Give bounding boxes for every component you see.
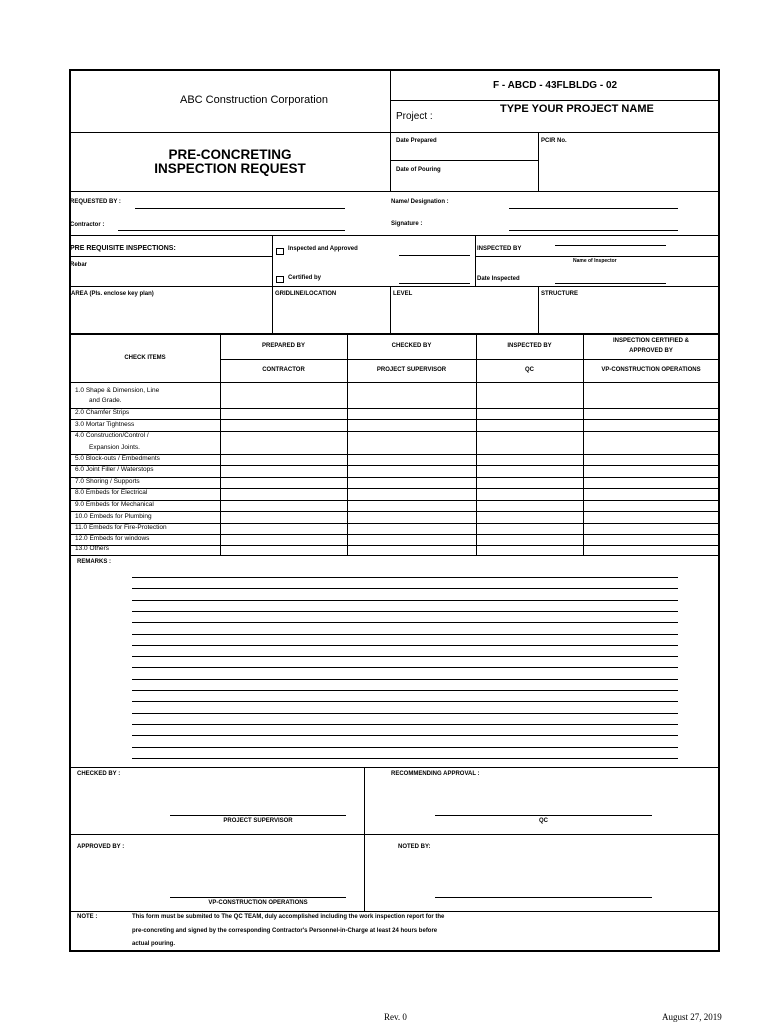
requested-by-label: REQUESTED BY : [70,199,121,205]
remarks-label: REMARKS : [77,559,111,565]
form-title-line2: INSPECTION REQUEST [154,161,306,176]
date-prepared-label: Date Prepared [396,138,437,144]
check-item: 6.0 Joint Filler / Waterstops [75,466,154,473]
area-divider [272,286,273,334]
inspected-approved-label: Inspected and Approved [288,246,358,252]
inspected-approved-checkbox[interactable] [276,248,284,255]
table-row-line [70,523,719,524]
remarks-line [132,701,678,702]
note-text-line1: This form must be submited to The QC TEAM, duly accomplished including the work inspection report for the [132,914,445,920]
project-label: Project : [396,111,433,122]
prereq-divider [475,236,476,286]
remarks-line [132,713,678,714]
note-text-line3: actual pouring. [132,941,176,947]
remarks-line [132,600,678,601]
section-line [70,286,719,287]
check-item: 12.0 Embeds for windows [75,535,150,542]
section-line [70,834,719,835]
signature-line [509,230,678,231]
recommending-approval-label: RECOMMENDING APPROVAL : [391,771,480,777]
check-item: 8.0 Embeds for Electrical [75,489,148,496]
check-item: and Grade. [89,397,122,404]
revision-label: Rev. 0 [384,1012,407,1022]
check-item: 2.0 Chamfer Strips [75,409,130,416]
header-line [70,191,719,192]
form-code: F - ABCD - 43FLBLDG - 02 [493,80,618,91]
check-item: Expansion Joints. [89,444,140,451]
header-divider [538,132,539,192]
remarks-line [132,622,678,623]
area-divider [538,286,539,334]
form-border-top [69,69,720,71]
remarks-line [132,588,678,589]
noted-by-sign-line [435,897,652,898]
header-divider [390,70,391,192]
table-header-line [70,382,719,383]
area-divider [390,286,391,334]
requested-by-line [135,208,345,209]
table-row-line [70,477,719,478]
table-row-line [70,419,719,420]
rebar-label: Rebar [70,262,88,268]
qc-sign-label: QC [539,818,548,824]
check-item: 1.0 Shape & Dimension, Line [75,387,160,394]
form-title-line1: PRE-CONCRETING [168,147,292,162]
contractor-line [118,230,345,231]
remarks-line [132,679,678,680]
remarks-line [132,758,678,759]
table-header-line [220,359,719,360]
gridline-label: GRIDLINE/LOCATION [275,291,337,297]
project-name: TYPE YOUR PROJECT NAME [500,103,654,115]
table-row-line [70,500,719,501]
table-row-line [70,431,719,432]
signature-divider [364,767,365,911]
remarks-line [132,747,678,748]
section-line [70,767,719,768]
check-item: 11.0 Embeds for Fire-Protection [75,524,167,531]
inspected-by-label: INSPECTED BY [477,246,522,252]
remarks-line [132,645,678,646]
check-item: 10.0 Embeds for Plumbing [75,513,152,520]
remarks-line [132,634,678,635]
structure-label: STRUCTURE [541,291,578,297]
section-line [70,333,719,335]
certified-header-line2: APPROVED BY [629,348,673,354]
date-of-pouring-label: Date of Pouring [396,167,441,173]
name-designation-line [509,208,678,209]
certified-header-line1: INSPECTION CERTIFIED & [612,338,689,344]
contractor-header: CONTRACTOR [262,367,305,373]
checked-by-header: CHECKED BY [391,343,432,349]
inspected-approved-line [399,255,470,256]
remarks-line [132,667,678,668]
prereq-divider [272,236,273,286]
vp-construction-sign-label: VP-CONSTRUCTION OPERATIONS [208,900,308,906]
certified-by-checkbox[interactable] [276,276,284,283]
name-of-inspector-label: Name of Inspector [573,258,617,264]
area-label: AREA (Pls. enclose key plan) [71,291,154,297]
company-name: ABC Construction Corporation [180,94,328,106]
header-line [390,100,719,101]
signature-label: Signature : [391,221,423,227]
check-item: 5.0 Block-outs / Embedments [75,455,160,462]
prereq-line [70,256,272,257]
table-row-line [70,465,719,466]
table-row-line [70,511,719,512]
checked-by-sign-line [170,815,346,816]
remarks-line [132,577,678,578]
table-row-line [70,534,719,535]
remarks-line [132,724,678,725]
remarks-line [132,735,678,736]
table-row-line [70,555,719,556]
certified-by-line [399,283,470,284]
qc-header: QC [525,367,534,373]
prereq-line [476,256,719,257]
recommending-sign-line [435,815,652,816]
level-label: LEVEL [393,291,413,297]
remarks-line [132,690,678,691]
contractor-label: Contractor : [70,222,105,228]
section-line [70,911,719,912]
project-supervisor-header: PROJECT SUPERVISOR [376,367,447,373]
check-item: 13.0 Others [75,545,109,552]
table-row-line [70,408,719,409]
noted-by-label: NOTED BY: [398,844,431,850]
name-designation-label: Name/ Designation : [391,199,449,205]
checked-by-label: CHECKED BY : [77,771,121,777]
approved-by-label: APPROVED BY : [77,844,125,850]
vp-header: VP-CONSTRUCTION OPERATIONS [601,367,701,373]
pcir-no-label: PCIR No. [541,138,567,144]
check-items-header: CHECK ITEMS [124,355,166,361]
header-line [70,132,719,133]
date-inspected-line [555,283,666,284]
inspected-by-header: INSPECTED BY [507,343,552,349]
check-item: 9.0 Embeds for Mechanical [75,501,154,508]
prepared-by-header: PREPARED BY [262,343,305,349]
inspector-name-line [555,245,666,246]
certified-by-label: Certified by [288,275,322,281]
note-label: NOTE : [77,914,98,920]
section-line [70,235,719,236]
form-border-bottom [69,950,720,952]
check-item: 4.0 Construction/Control / [75,432,149,439]
check-item: 3.0 Mortar Tightness [75,421,135,428]
check-item: 7.0 Shoring / Supports [75,478,140,485]
note-text-line2: pre-concreting and signed by the corresponding Contractor's Personnel-in-Charge at least 24 hours before [132,928,438,934]
remarks-line [132,611,678,612]
date-inspected-label: Date Inspected [477,276,520,282]
table-row-line [70,545,719,546]
table-row-line [70,488,719,489]
prereq-heading: PRE REQUISITE INSPECTIONS: [70,245,176,252]
project-supervisor-sign-label: PROJECT SUPERVISOR [223,818,293,824]
table-row-line [70,454,719,455]
header-line [390,160,538,161]
approved-by-sign-line [170,897,346,898]
footer-date: August 27, 2019 [662,1012,722,1022]
remarks-line [132,656,678,657]
